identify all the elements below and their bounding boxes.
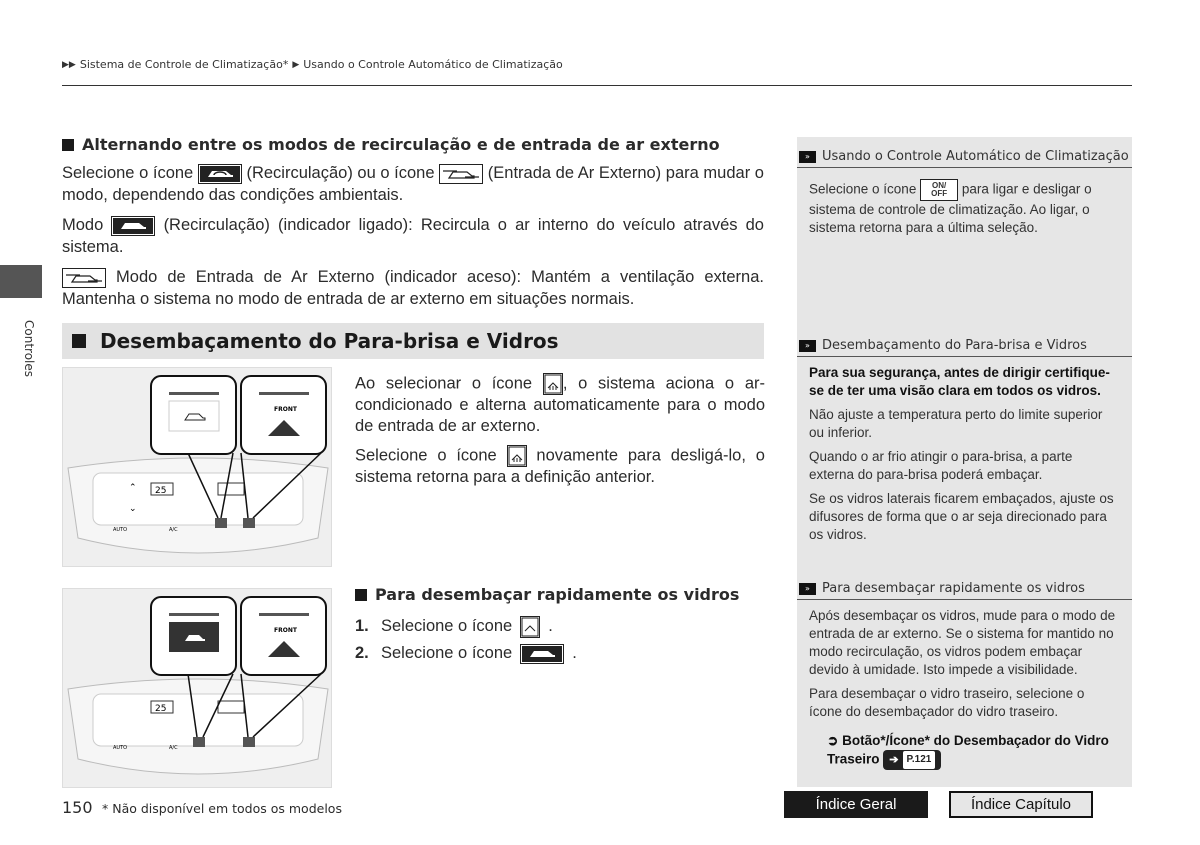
- general-index-button[interactable]: Índice Geral: [784, 791, 928, 818]
- front-label: FRONT: [274, 627, 297, 634]
- arrow-circle-icon: ➲: [827, 733, 839, 748]
- divider: [797, 356, 1132, 357]
- defrost-paragraph: Selecione o ícone novamente para desligá-lo, o sistema retorna para a definição anterior.: [355, 446, 765, 486]
- note-marker-icon: »: [799, 583, 816, 595]
- square-bullet-icon: [355, 589, 367, 601]
- chapter-index-button[interactable]: Índice Capítulo: [949, 791, 1093, 818]
- panel-temp: 25: [155, 704, 167, 714]
- defrost-paragraph: Ao selecionar o ícone , o sistema aciona o ar-condicionado e alterna automaticamente para o modo de entrada de ar externo.: [355, 374, 765, 435]
- arrow-right-icon: ➔: [889, 754, 899, 766]
- list-item: 1. Selecione o ícone .: [355, 613, 577, 640]
- subsection-heading: Para desembaçar rapidamente os vidros: [355, 585, 739, 604]
- outside-air-icon: [62, 268, 106, 288]
- front-label: FRONT: [274, 406, 297, 413]
- breadcrumb-item[interactable]: Usando o Controle Automático de Climatização: [303, 58, 563, 71]
- chevron-up-icon: ⌃: [129, 483, 137, 493]
- breadcrumb-item[interactable]: Sistema de Controle de Climatização*: [79, 58, 289, 71]
- recirculation-icon: [198, 164, 242, 184]
- recirculation-icon: [111, 216, 155, 236]
- front-defrost-icon: [543, 373, 563, 395]
- chapter-tab[interactable]: [0, 265, 42, 298]
- paragraph: Selecione o ícone (Recirculação) ou o ícone (Entrada de Ar Externo) para mudar o modo, dependendo das condições ambientais.: [62, 164, 764, 204]
- section-heading: Alternando entre os modos de recirculação e de entrada de ar externo: [62, 135, 764, 154]
- panel-label-ac: A/C: [169, 745, 178, 751]
- sidebar-text: Selecione o ícone ON/ OFF para ligar e desligar o sistema de controle de climatização. Ao ligar, o sistema retorna para a última seleção.: [809, 181, 1092, 235]
- square-bullet-icon: [72, 334, 86, 348]
- square-bullet-icon: [62, 139, 74, 151]
- paragraph: Modo de Entrada de Ar Externo (indicador aceso): Mantém a ventilação externa. Mantenha o sistema no modo de entrada de ar externo em situações normais.: [62, 268, 764, 308]
- page-link-button[interactable]: ➔ P.121: [883, 750, 941, 770]
- chapter-label: Controles: [22, 320, 36, 378]
- sidebar-heading: » Desembaçamento do Para-brisa e Vidros: [797, 338, 1132, 353]
- climate-panel-illustration: [62, 367, 332, 567]
- sidebar-text: Após desembaçar os vidros, mude para o modo de entrada de ar externo. Se o sistema for mantido no modo recirculação, os vidros podem embaçar devido à umidade. Isto impede a visibilidade. Para desembaçar o vidro traseiro, selecione o ícone do desembaçador do vidro traseiro.: [809, 608, 1116, 719]
- recirculation-icon: [520, 644, 564, 664]
- divider: [797, 599, 1132, 600]
- sidebar-text: Para sua segurança, antes de dirigir certifique-se de ter uma visão clara em todos os vidros. Não ajuste a temperatura perto do limite superior ou inferior. Quando o ar frio atingir o para-brisa, a parte externa do para-brisa poderá embaçar. Se os vidros laterais ficarem embaçados, ajuste os difusores de forma que o ar seja direcionado para os vidros.: [809, 365, 1114, 542]
- front-defrost-icon: [507, 445, 527, 467]
- climate-panel-illustration: [62, 588, 332, 788]
- on-off-icon: ON/ OFF: [920, 179, 958, 201]
- note-marker-icon: »: [799, 151, 816, 163]
- arrow-icon: ▶: [292, 59, 300, 70]
- cross-reference[interactable]: ➲ Botão*/Ícone* do Desembaçador do Vidro Traseiro ➔ P.121: [827, 732, 1117, 770]
- section-recirculation: [62, 135, 764, 310]
- outside-air-icon: [439, 164, 483, 184]
- divider: [797, 167, 1132, 168]
- divider: [62, 85, 1132, 86]
- sidebar-notes: [797, 137, 1132, 787]
- section-header-defrost: Desembaçamento do Para-brisa e Vidros: [62, 323, 764, 359]
- sidebar-heading: » Usando o Controle Automático de Climatização: [797, 149, 1132, 164]
- breadcrumb: [62, 58, 563, 71]
- sidebar-heading: » Para desembaçar rapidamente os vidros: [797, 581, 1132, 596]
- panel-temp: 25: [155, 486, 167, 496]
- panel-label-ac: A/C: [169, 527, 178, 533]
- front-defrost-icon: [520, 616, 540, 638]
- double-arrow-icon: ▶▶: [62, 59, 76, 70]
- panel-label-auto: AUTO: [113, 527, 128, 533]
- note-marker-icon: »: [799, 340, 816, 352]
- list-item: 2. Selecione o ícone .: [355, 644, 577, 662]
- chevron-down-icon: ⌄: [129, 504, 137, 514]
- footnote: * Não disponível em todos os modelos: [102, 801, 342, 816]
- paragraph: Modo (Recirculação) (indicador ligado): Recircula o ar interno do veículo através do sistema.: [62, 216, 764, 256]
- panel-label-auto: AUTO: [113, 745, 128, 751]
- page-number: 150: [62, 798, 93, 817]
- steps-list: [355, 613, 577, 667]
